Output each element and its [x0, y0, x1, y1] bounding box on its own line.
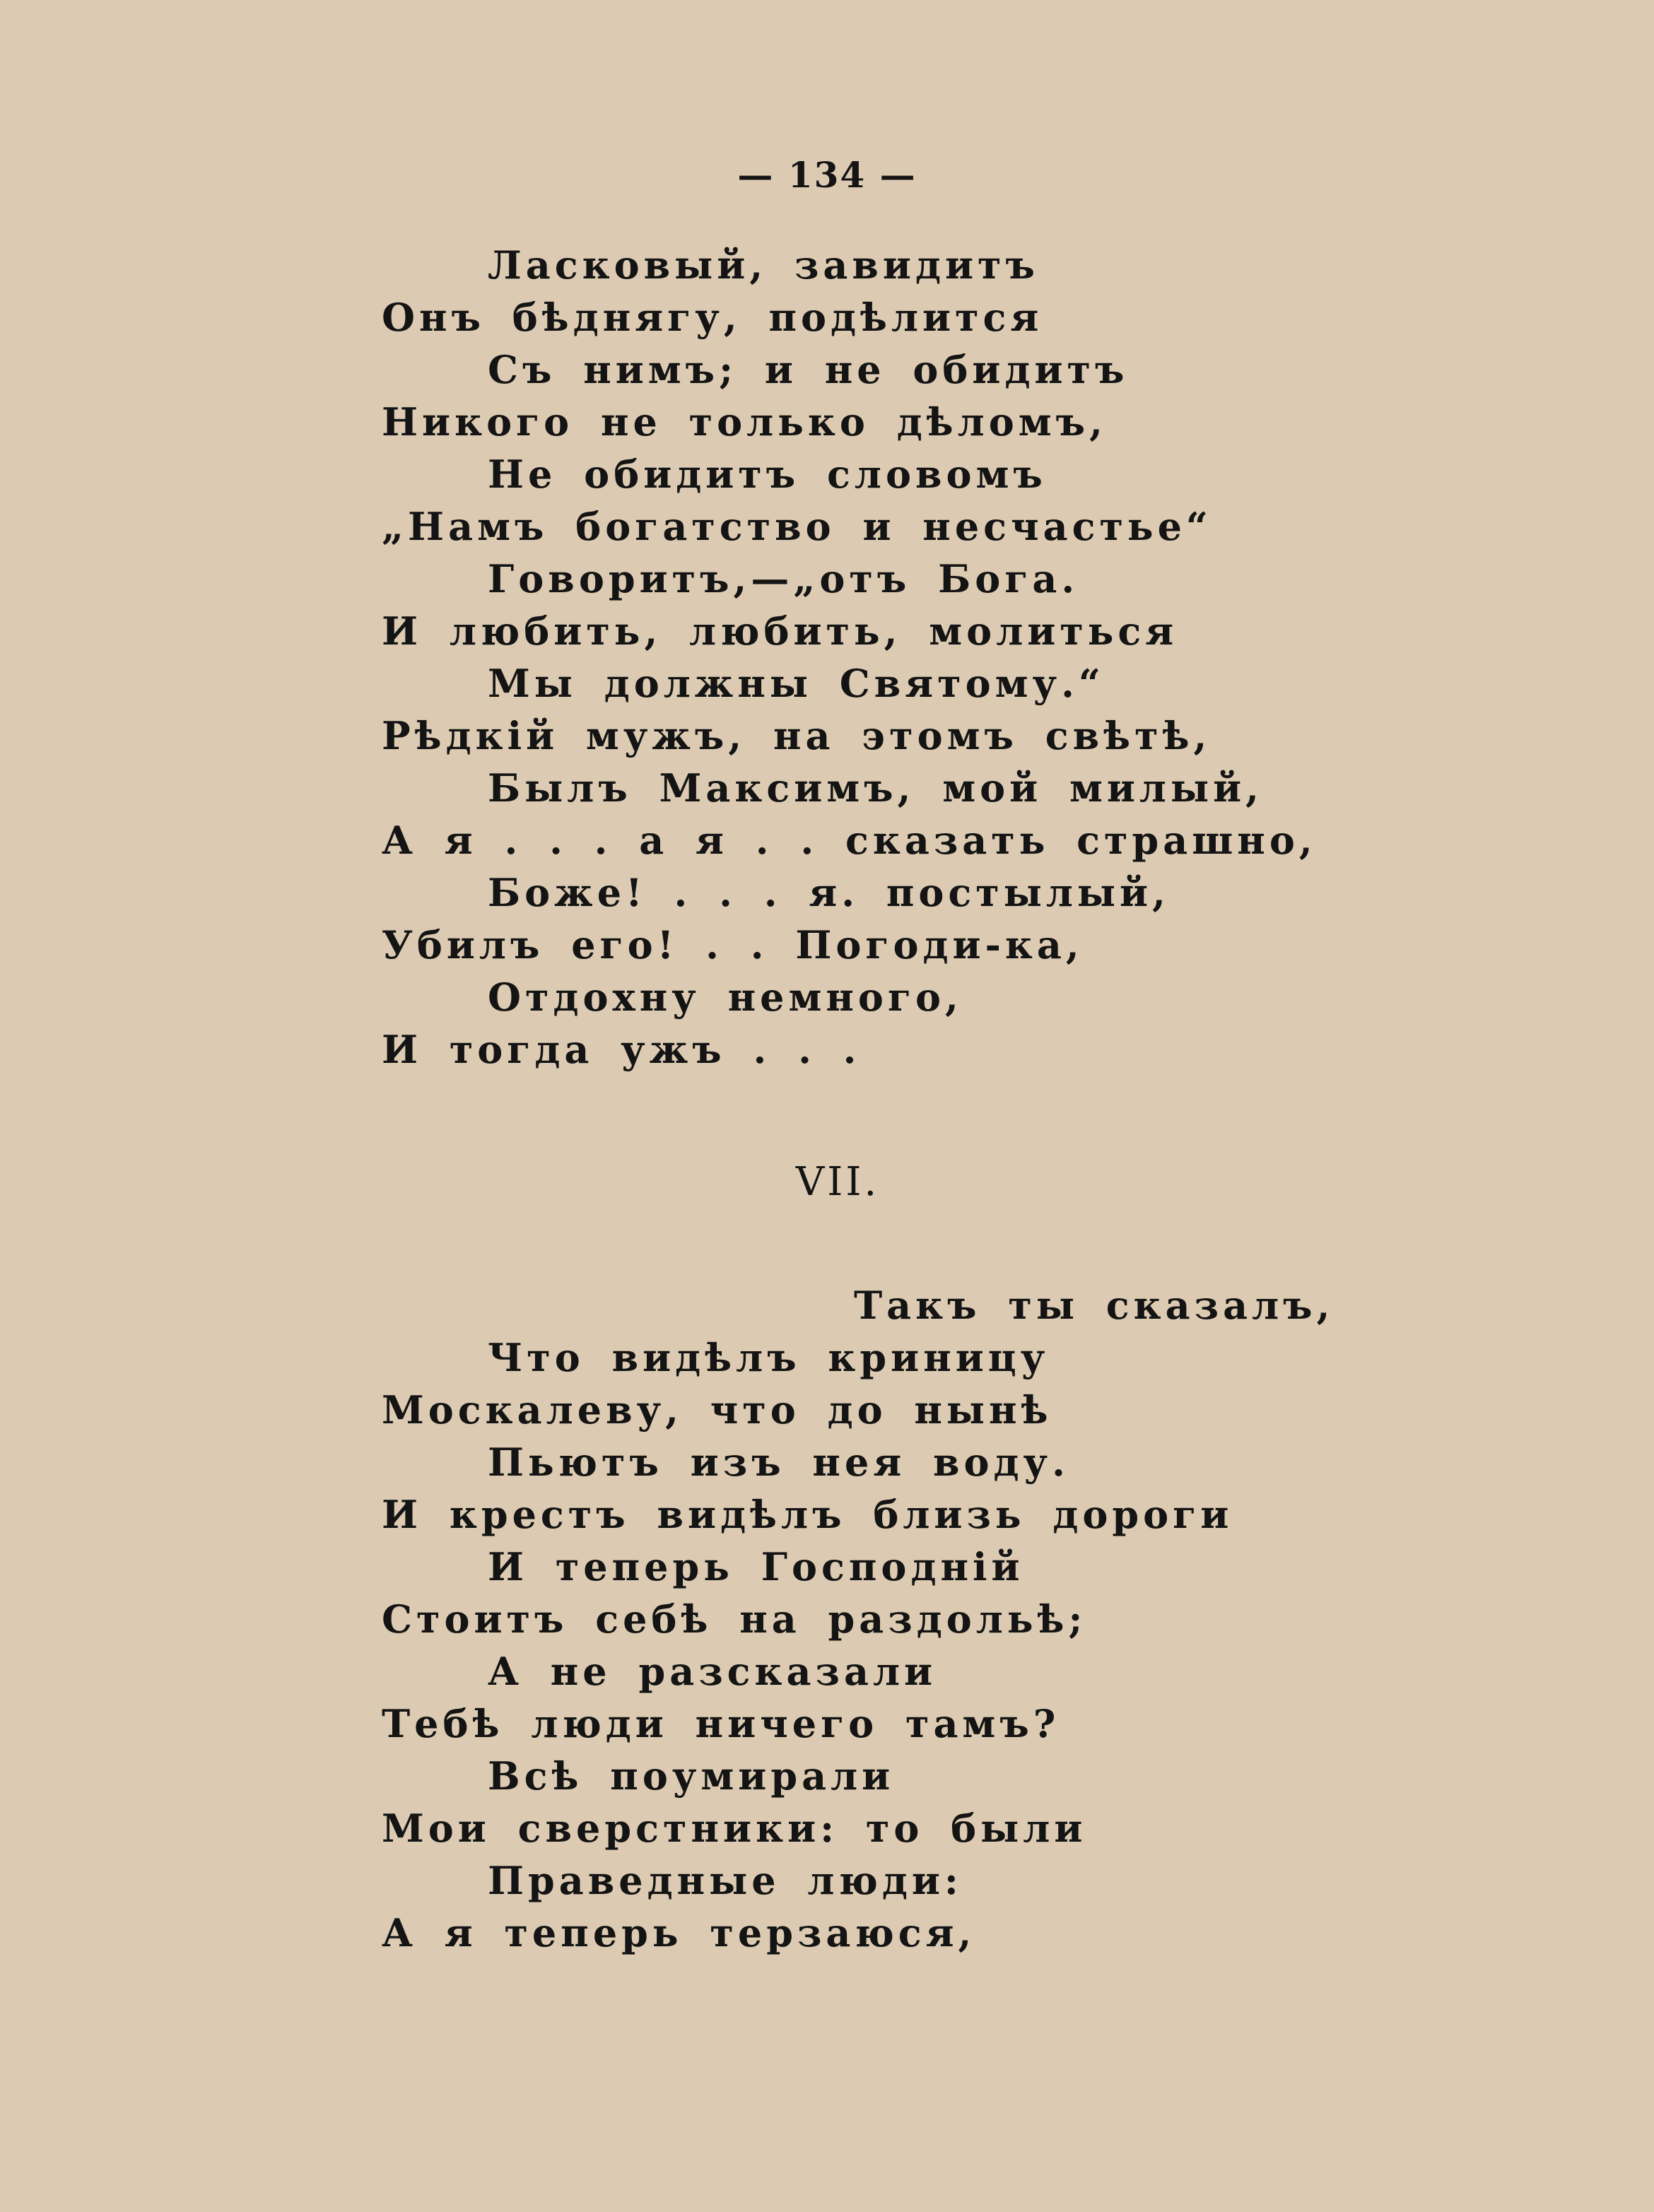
- verse-line: Онъ бѣднягу, подѣлится: [382, 295, 1043, 340]
- verse-line: Всѣ поумирали: [488, 1753, 895, 1799]
- verse-line: И любить, любить, молиться: [382, 608, 1178, 654]
- verse-line: Никого не только дѣломъ,: [382, 399, 1107, 445]
- section-heading: VII.: [795, 1159, 880, 1205]
- poem-stanza: [382, 1279, 1371, 1959]
- verse-line: Мы должны Святому.“: [488, 661, 1105, 706]
- verse-line: „Намъ богатство и несчастье“: [382, 504, 1212, 549]
- verse-line: Москалеву, что до нынѣ: [382, 1387, 1052, 1432]
- verse-line: Рѣдкій мужъ, на этомъ свѣтѣ,: [382, 713, 1212, 758]
- verse-line: А я . . . а я . . сказать страшно,: [382, 818, 1317, 863]
- verse-line: Что видѣлъ криницу: [488, 1335, 1050, 1380]
- verse-line: И теперь Господній: [488, 1544, 1024, 1589]
- verse-line: Тебѣ люди ничего тамъ?: [382, 1701, 1060, 1746]
- verse-line: Стоитъ себѣ на раздольѣ;: [382, 1596, 1087, 1642]
- verse-line: Такъ ты сказалъ,: [854, 1283, 1335, 1328]
- verse-line: И тогда ужъ . . .: [382, 1027, 861, 1072]
- verse-line: Убилъ его! . . Погоди-ка,: [382, 922, 1084, 967]
- page-number: — 134 —: [737, 154, 917, 196]
- verse-line: Былъ Максимъ, мой милый,: [488, 765, 1263, 811]
- verse-line: Ласковый, завидитъ: [488, 242, 1039, 288]
- verse-line: Съ нимъ; и не обидитъ: [488, 347, 1129, 392]
- verse-line: Праведные люди:: [488, 1858, 963, 1903]
- verse-line: А не разсказали: [488, 1649, 937, 1694]
- poem-stanza: [382, 239, 1371, 1076]
- verse-line: Мои сверстники: то были: [382, 1806, 1087, 1851]
- verse-line: Говоритъ,—„отъ Бога.: [488, 556, 1079, 601]
- verse-line: Не обидитъ словомъ: [488, 452, 1047, 497]
- verse-line: И крестъ видѣлъ близь дороги: [382, 1492, 1233, 1537]
- verse-line: Боже! . . . я. постылый,: [488, 870, 1170, 915]
- verse-line: А я теперь терзаюся,: [382, 1910, 976, 1955]
- verse-line: Отдохну немного,: [488, 975, 963, 1020]
- verse-line: Пьютъ изъ нея воду.: [488, 1440, 1069, 1485]
